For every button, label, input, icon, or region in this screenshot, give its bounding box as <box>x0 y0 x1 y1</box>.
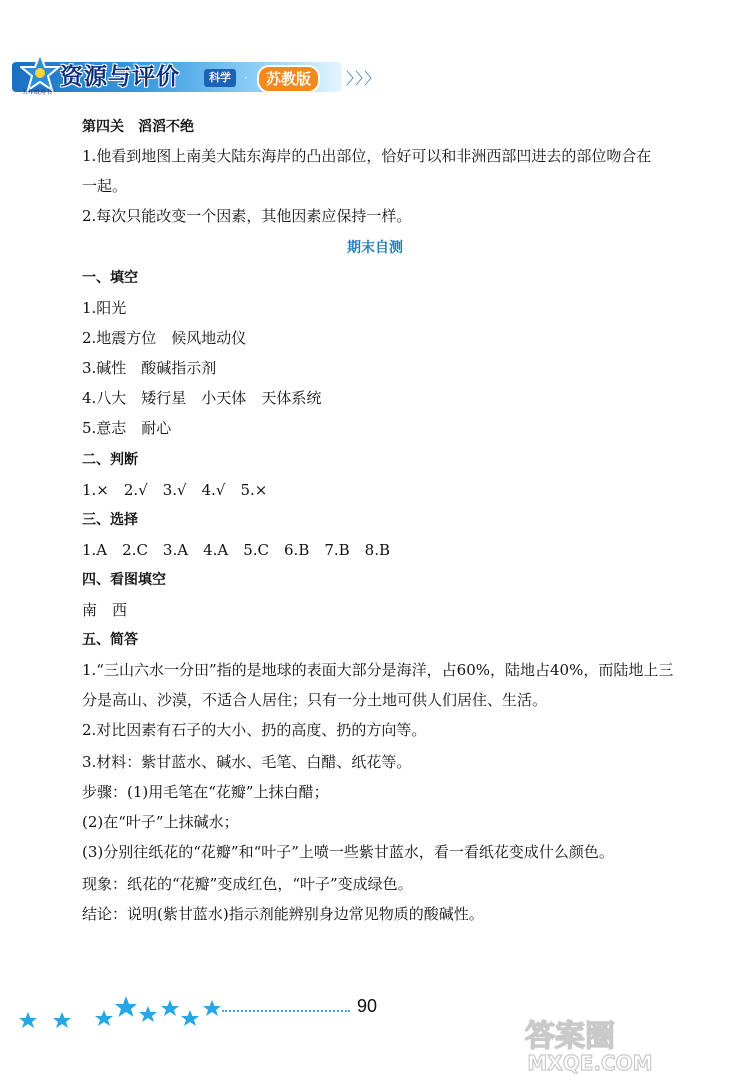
short-answer-line: 2.对比因素有石子的大小、扔的高度、扔的方向等。 <box>82 721 427 739</box>
dotted-leader <box>222 1010 350 1012</box>
logo-caption: 五年级用书 <box>22 89 53 96</box>
fill-answer: 3.碱性 酸碱指示剂 <box>82 359 217 377</box>
short-answer-line: 3.材料：紫甘蓝水、碱水、毛笔、白醋、纸花等。 <box>82 753 412 771</box>
short-heading: 五、简答 <box>82 632 138 648</box>
choice-answers: 1.A 2.C 3.A 4.A 5.C 6.B 7.B 8.B <box>82 541 391 559</box>
answer-line: 2.每次只能改变一个因素，其他因素应保持一样。 <box>82 207 412 225</box>
judge-heading: 二、判断 <box>82 452 138 468</box>
map-heading: 四、看图填空 <box>82 572 166 588</box>
header-title: 资源与评价 <box>60 64 180 90</box>
watermark-logo <box>420 1014 740 1074</box>
edition-badge: 苏教版 <box>257 65 320 93</box>
map-answers: 南 西 <box>82 601 128 619</box>
header-banner <box>12 52 382 98</box>
fill-answer: 4.八大 矮行星 小天体 天体系统 <box>82 389 322 407</box>
short-answer-line: (3)分别往纸花的“花瓣”和“叶子”上喷一些紫甘蓝水，看一看纸花变成什么颜色。 <box>82 843 614 861</box>
short-answer-line: 1.“三山六水一分田”指的是地球的表面大部分是海洋，占60%，陆地占40%，而陆地上三 <box>82 661 674 679</box>
short-answer-line: (2)在“叶子”上抹碱水； <box>82 813 239 831</box>
answer-line: 一起。 <box>82 177 128 195</box>
short-answer-line: 现象：纸花的“花瓣”变成红色，“叶子”变成绿色。 <box>82 875 413 893</box>
page-number: 90 <box>357 996 378 1016</box>
fill-answer: 2.地震方位 候风地动仪 <box>82 329 247 347</box>
final-test-heading: 期末自测 <box>347 240 403 256</box>
judge-answers: 1.× 2.√ 3.√ 4.√ 5.× <box>82 481 268 499</box>
answer-line: 1.他看到地图上南美大陆东海岸的凸出部位，恰好可以和非洲西部凹进去的部位吻合在 <box>82 147 652 165</box>
short-answer-line: 步骤：(1)用毛笔在“花瓣”上抹白醋； <box>82 783 329 801</box>
svg-text:MXQE.COM: MXQE.COM <box>527 1051 653 1074</box>
chevron-right-icon: 〉〉〉 <box>346 69 382 88</box>
fill-heading: 一、填空 <box>82 270 138 286</box>
section-title-part4: 第四关 滔滔不绝 <box>82 119 194 135</box>
short-answer-line: 结论：说明(紫甘蓝水)指示剂能辨别身边常见物质的酸碱性。 <box>82 905 484 923</box>
fill-answer: 1.阳光 <box>82 299 127 317</box>
fill-answer: 5.意志 耐心 <box>82 419 172 437</box>
svg-text:答案圈: 答案圈 <box>525 1019 615 1054</box>
subject-badge: 科学 <box>204 69 236 87</box>
choice-heading: 三、选择 <box>82 512 138 528</box>
separator-dot: · <box>244 71 248 85</box>
short-answer-line: 分是高山、沙漠，不适合人居住；只有一分土地可供人们居住、生活。 <box>82 691 548 709</box>
decorative-stars-icon <box>18 992 228 1032</box>
